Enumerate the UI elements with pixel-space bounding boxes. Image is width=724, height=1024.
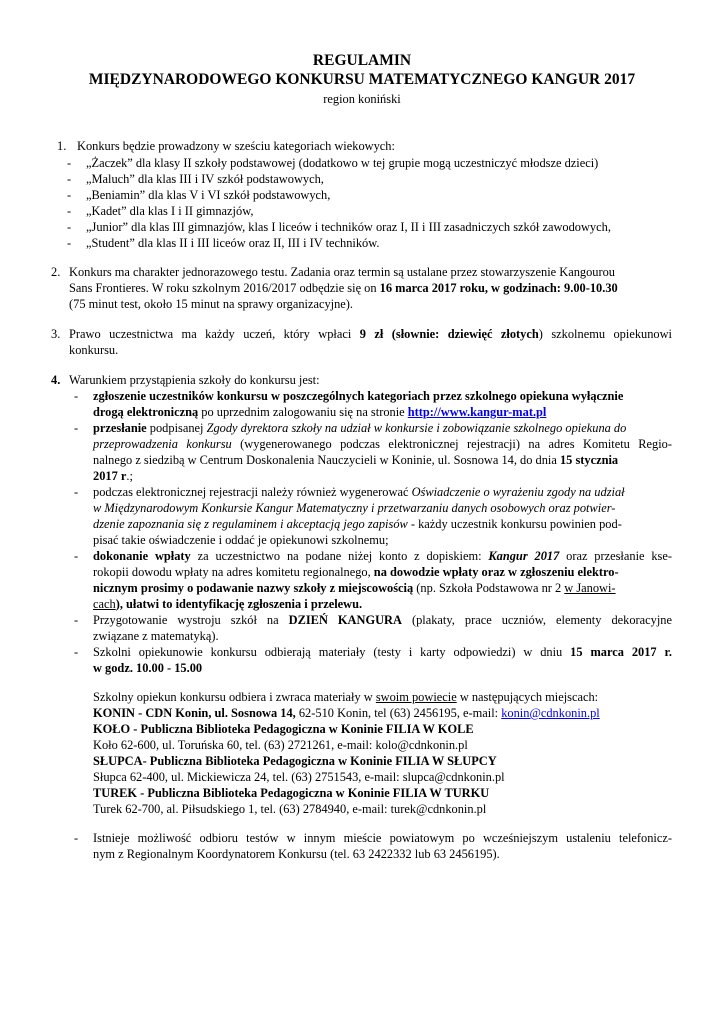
text-run: KOŁO [93, 722, 131, 736]
text-run: swoim powiecie [375, 690, 457, 704]
location-address: Turek 62-700, al. Piłsudskiego 1, tel. (63) 2784940, e-mail: turek@cdnkonin.pl [93, 802, 487, 816]
condition-line: zgłoszenie uczestników konkursu w poszczególnych kategoriach przez szkolnego opiekuna wyłącznie [93, 389, 624, 403]
bullet-dash: - [67, 188, 72, 202]
text-run: dzenie zapoznania się z regulaminem i akceptacją jego zapisów [93, 517, 408, 531]
text-run: DZIEŃ KANGURA [288, 613, 402, 627]
fee-amount: 9 zł (słownie: dziewięć złotych [359, 327, 539, 341]
text-run: po uprzednim zalogowaniu się na stronie [198, 405, 408, 419]
list-item: „Żaczek” dla klasy II szkoły podstawowej (dodatkowo w tej grupie mogą uczestniczyć młodsze dzieci) [86, 156, 599, 170]
bullet-dash: - [67, 204, 72, 218]
bullet-dash: - [67, 220, 72, 234]
list-item: „Maluch” dla klas III i IV szkół podstawowych, [86, 172, 324, 186]
condition-line [93, 420, 626, 437]
bullet-dash: - [74, 645, 79, 659]
condition-line [93, 564, 619, 581]
condition-line: związane z matematyką). [93, 629, 219, 643]
text-run: Przygotowanie wystroju szkół na [93, 613, 289, 627]
condition-line [93, 436, 672, 453]
condition-line: w godz. 10.00 - 15.00 [93, 661, 203, 675]
section-number: 4. [51, 373, 61, 387]
bullet-dash: - [74, 613, 79, 627]
note-line: nym z Regionalnym Koordynatorem Konkursu (tel. 63 2422332 lub 63 2456195). [93, 847, 500, 861]
condition-line [93, 484, 625, 501]
section-number: 1. [57, 139, 67, 153]
list-item: „Kadet” dla klas I i II gimnazjów, [86, 204, 254, 218]
bullet-dash: - [74, 831, 79, 845]
document-title: REGULAMIN [312, 52, 412, 69]
text-run: za uczestnictwo na podane niżej konto z dopiskiem: [190, 549, 489, 563]
contest-date: 16 marca 2017 roku, w godzinach: 9.00-10.30 [379, 281, 618, 295]
text-run: KONIN - CDN Konin, ul. Sosnowa 14, [93, 706, 296, 720]
condition-line [93, 596, 362, 613]
locations-intro [93, 689, 598, 706]
text-run: 62-510 Konin, tel (63) 2456195, e-mail: [295, 706, 502, 720]
text-run: oraz przesłanie kse- [559, 549, 673, 563]
text-run: nalnego z siedzibą w Centrum Doskonalenia Nauczycieli w Koninie, ul. Sosnowa 14, do dnia [93, 453, 560, 467]
text-run: Kangur 2017 [488, 549, 560, 563]
list-item: „Beniamin” dla klas V i VI szkół podstawowych, [86, 188, 331, 202]
text-run: w następujących miejscach: [456, 690, 599, 704]
text-run: 15 marca 2017 r. [570, 645, 672, 659]
text-run: na dowodzie wpłaty oraz w zgłoszeniu elektro- [373, 565, 619, 579]
bullet-dash: - [74, 485, 79, 499]
text-run: - [130, 722, 141, 736]
text-run: Zgody dyrektora szkoły na udział w konkursie i zobowiązanie szkolnego opiekuna do [206, 421, 627, 435]
text-run: 2017 r [93, 469, 127, 483]
section-2-line: Konkurs ma charakter jednorazowego testu. Zadania oraz termin są ustalane przez stowarzyszenie Kangourou [69, 265, 615, 279]
text-run: (np. Szkoła Podstawowa nr 2 [413, 581, 565, 595]
bullet-dash: - [67, 172, 72, 186]
text-run: Szkolni opiekunowie konkursu odbierają materiały (testy i karty odpowiedzi) w dniu [93, 645, 571, 659]
text-run: nicznym prosimy o podawanie nazwy szkoły z miejscowością [93, 581, 414, 595]
condition-line [93, 404, 546, 421]
section-1-intro: Konkurs będzie prowadzony w sześciu kategoriach wiekowych: [77, 139, 395, 153]
text-run: (wygenerowanego podczas elektronicznej rejestracji) na adres Komitetu Regio- [231, 437, 672, 451]
text-run: rokopii dowodu wpłaty na adres komitetu regionalnego, [93, 565, 374, 579]
section-number: 3. [51, 327, 61, 341]
section-3-line: konkursu. [69, 343, 119, 357]
text-run: przeprowadzenia konkursu [93, 437, 232, 451]
kangur-website-link[interactable]: http://www.kangur-mat.pl [407, 405, 547, 419]
text-run: .; [126, 469, 133, 483]
section-4-intro: Warunkiem przystąpienia szkoły do konkursu jest: [69, 373, 320, 387]
region-label: region koniński [323, 92, 401, 106]
text-run: Szkolny opiekun konkursu odbiera i zwraca materiały w [93, 690, 376, 704]
condition-line [93, 516, 622, 533]
bullet-dash: - [74, 549, 79, 563]
list-item: „Student” dla klas II i III liceów oraz II, III i IV techników. [86, 236, 380, 250]
bullet-dash: - [74, 389, 79, 403]
deadline-date: 15 stycznia [559, 453, 619, 467]
document-subtitle: MIĘDZYNARODOWEGO KONKURSU MATEMATYCZNEGO KANGUR 2017 [88, 71, 636, 88]
condition-line [93, 644, 672, 661]
text-run: Oświadczenie o wyrażeniu zgody na udział [411, 485, 625, 499]
text-run: dokonanie wpłaty [93, 549, 191, 563]
condition-line [93, 580, 616, 597]
text-run: ), ułatwi to identyfikację zgłoszenia i przelewu. [115, 597, 363, 611]
text-run: drogą elektroniczną [93, 405, 199, 419]
text-run: Publiczna Biblioteka Pedagogiczna w Koninie FILIA W KOLE [140, 722, 474, 736]
bullet-dash: - [67, 156, 72, 170]
condition-line [93, 468, 133, 485]
text-run: Prawo uczestnictwa ma każdy uczeń, który wpłaci [69, 327, 360, 341]
location-kolo [93, 721, 474, 738]
text-run: cach [93, 597, 116, 611]
bullet-dash: - [74, 421, 79, 435]
section-3-line [69, 326, 672, 343]
text-run: w Janowi- [564, 581, 616, 595]
konin-email-link[interactable]: konin@cdnkonin.pl [501, 706, 600, 720]
location-konin [93, 705, 600, 722]
condition-line: pisać takie oświadczenie i oddać je opiekunowi szkolnemu; [93, 533, 389, 547]
text-run: - każdy uczestnik konkursu powinien pod- [407, 517, 622, 531]
list-item: „Junior” dla klas III gimnazjów, klas I liceów i techników oraz I, II i III zasadniczych szkół zawodowych, [86, 220, 611, 234]
note-line: Istnieje możliwość odbioru testów w innym mieście powiatowym po wcześniejszym ustaleniu telefonicz- [93, 831, 672, 845]
location-address: Koło 62-600, ul. Toruńska 60, tel. (63) 2721261, e-mail: kolo@cdnkonin.pl [93, 738, 468, 752]
section-number: 2. [51, 265, 61, 279]
section-2-line: (75 minut test, około 15 minut na sprawy organizacyjne). [69, 297, 354, 311]
condition-line: w Międzynarodowym Konkursie Kangur Matematyczny i przetwarzaniu danych osobowych oraz potwier- [93, 501, 616, 515]
bullet-dash: - [67, 236, 72, 250]
text-run: Sans Frontieres. W roku szkolnym 2016/2017 odbędzie się on [69, 281, 380, 295]
text-run: przesłanie [93, 421, 147, 435]
condition-line [93, 452, 618, 469]
location-turek: TUREK - Publiczna Biblioteka Pedagogiczna w Koninie FILIA W TURKU [93, 786, 490, 800]
text-run: podpisanej [146, 421, 207, 435]
location-address: Słupca 62-400, ul. Mickiewicza 24, tel. (63) 2751543, e-mail: slupca@cdnkonin.pl [93, 770, 505, 784]
text-run: ) szkolnemu opiekunowi [538, 327, 672, 341]
condition-line [93, 548, 672, 565]
condition-line [93, 612, 672, 629]
text-run: podczas elektronicznej rejestracji należy również wygenerować [93, 485, 412, 499]
location-slupca: SŁUPCA- Publiczna Biblioteka Pedagogiczna w Koninie FILIA W SŁUPCY [93, 754, 497, 768]
text-run: (plakaty, prace uczniów, elementy dekoracyjne [401, 613, 672, 627]
section-2-line [69, 280, 618, 297]
